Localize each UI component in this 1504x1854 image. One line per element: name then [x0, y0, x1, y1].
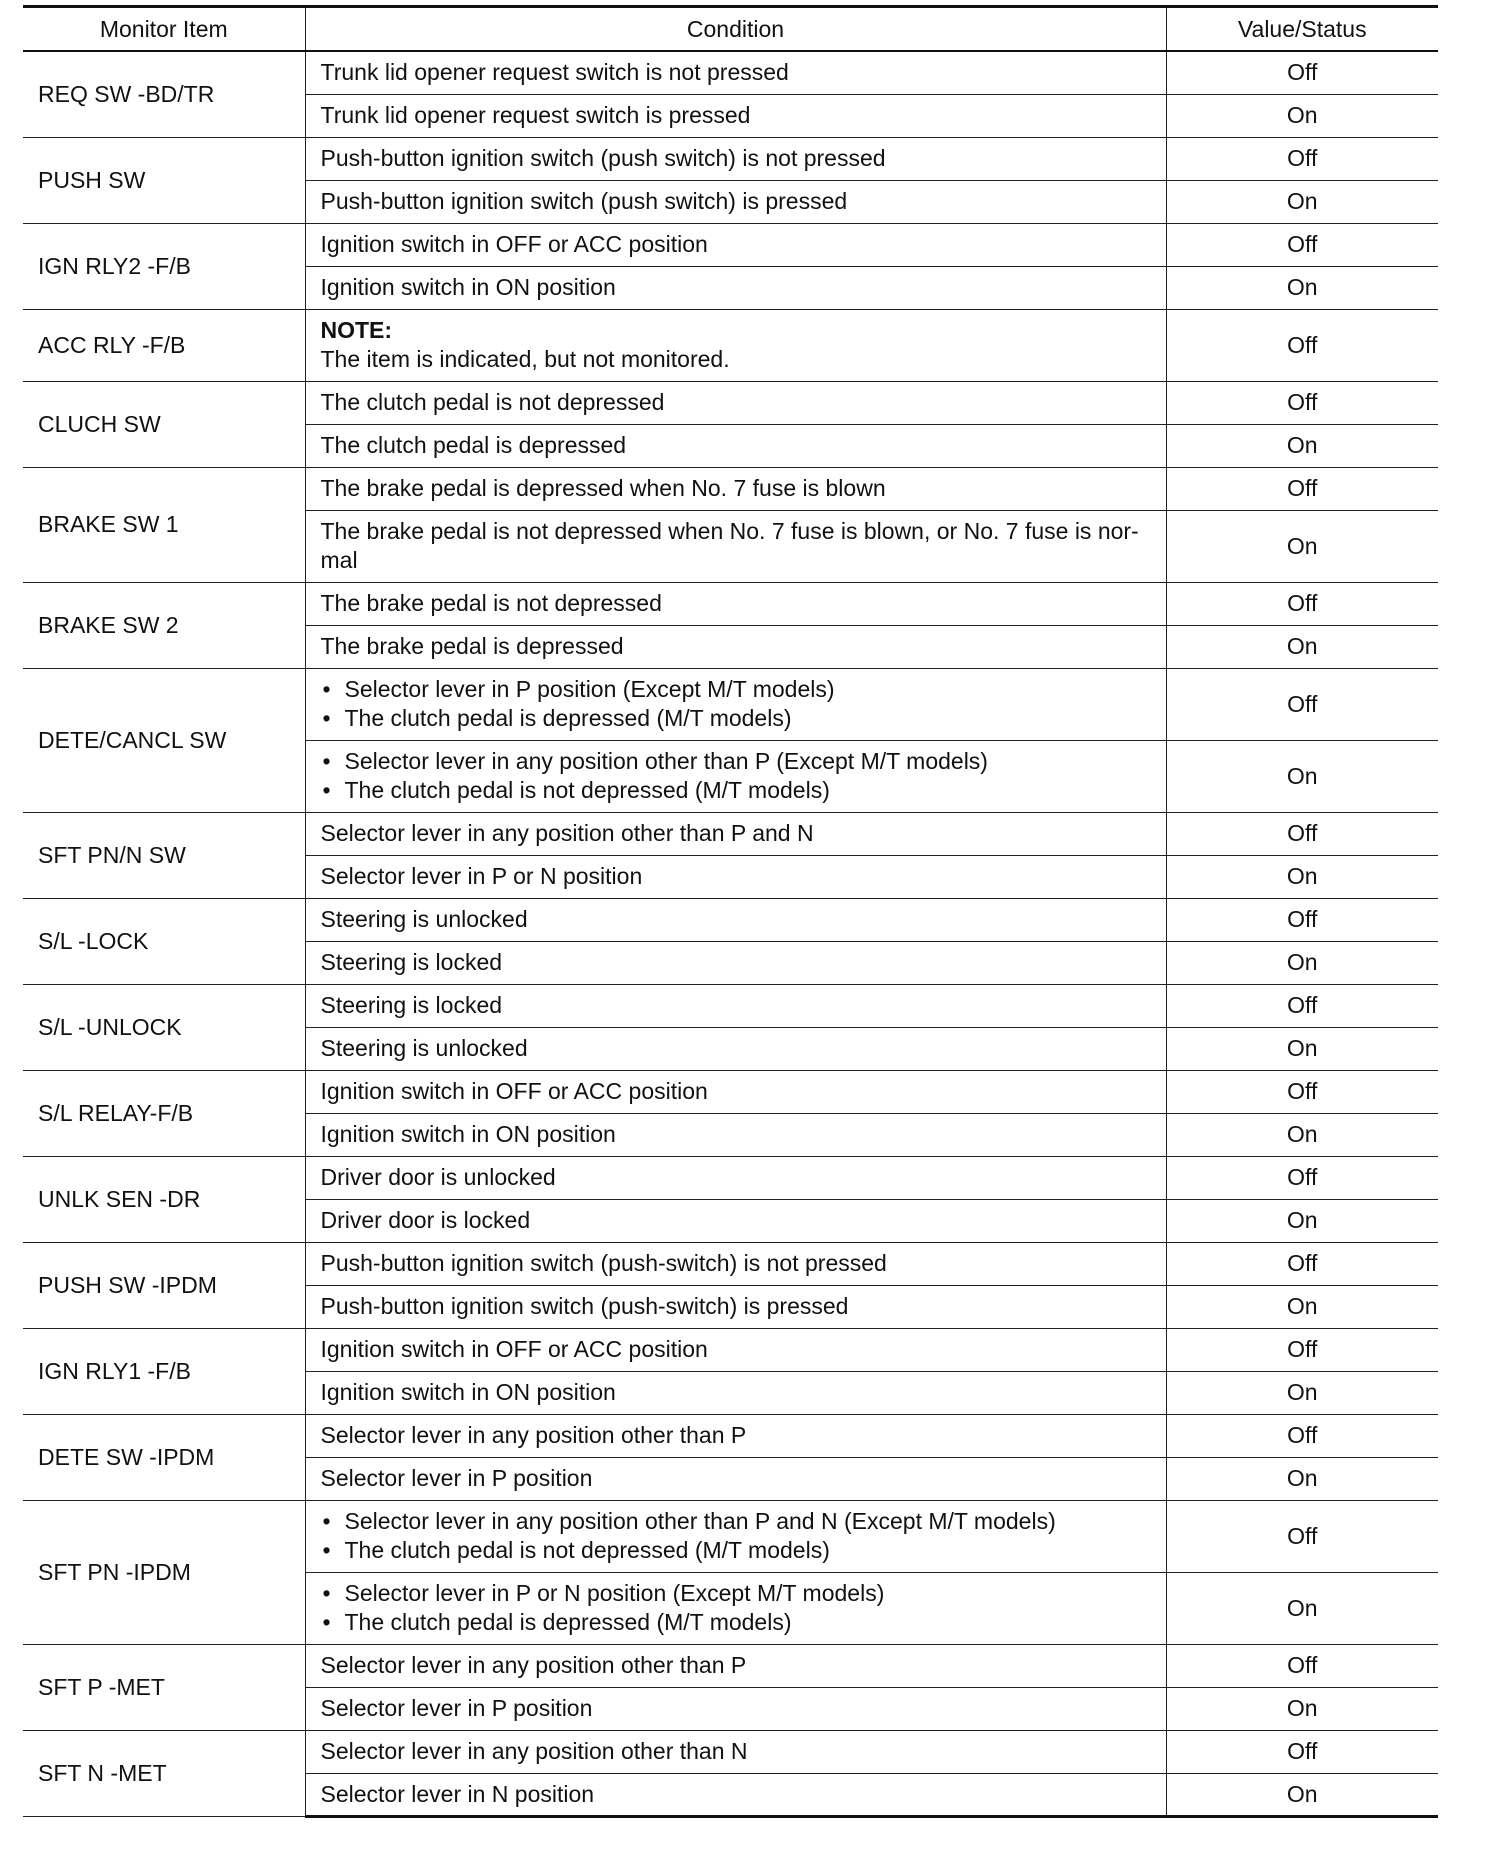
condition-cell: The clutch pedal is not depressed: [305, 381, 1166, 424]
table-row: [23, 812, 1438, 855]
condition-cell: [305, 309, 1166, 381]
value-status-cell: Off: [1166, 1328, 1438, 1371]
value-status-cell: Off: [1166, 1500, 1438, 1572]
monitor-item-cell: SFT PN/N SW: [23, 812, 305, 898]
condition-text-line: The brake pedal is not depressed when No. 7 fuse is blown, or No. 7 fuse is nor-: [320, 518, 1139, 544]
table-row: [23, 309, 1438, 381]
table-row: [23, 582, 1438, 625]
value-status-cell: On: [1166, 740, 1438, 812]
value-status-cell: On: [1166, 1371, 1438, 1414]
condition-cell: Steering is unlocked: [305, 898, 1166, 941]
value-status-cell: Off: [1166, 582, 1438, 625]
monitor-item-cell: BRAKE SW 1: [23, 467, 305, 582]
condition-cell: Selector lever in P position: [305, 1687, 1166, 1730]
header-row: [23, 7, 1438, 52]
table-row: [23, 1414, 1438, 1457]
value-status-cell: On: [1166, 510, 1438, 582]
condition-cell: Driver door is locked: [305, 1199, 1166, 1242]
condition-cell: [305, 1572, 1166, 1644]
monitor-item-cell: SFT N -MET: [23, 1730, 305, 1816]
value-status-cell: On: [1166, 1027, 1438, 1070]
condition-bullet-item: • The clutch pedal is not depressed (M/T models): [321, 776, 1156, 805]
value-status-cell: Off: [1166, 984, 1438, 1027]
note-text: The item is indicated, but not monitored.: [320, 346, 730, 372]
value-status-cell: Off: [1166, 223, 1438, 266]
condition-cell: Ignition switch in ON position: [305, 1113, 1166, 1156]
monitor-item-cell: IGN RLY2 -F/B: [23, 223, 305, 309]
table-row: [23, 137, 1438, 180]
monitor-item-cell: REQ SW -BD/TR: [23, 51, 305, 137]
monitor-item-cell: SFT PN -IPDM: [23, 1500, 305, 1644]
table-body: [23, 51, 1438, 1816]
condition-cell: Push-button ignition switch (push-switch) is pressed: [305, 1285, 1166, 1328]
condition-cell: [305, 1500, 1166, 1572]
condition-bullet-item: • Selector lever in any position other than P and N (Except M/T models): [321, 1507, 1156, 1536]
condition-cell: Driver door is unlocked: [305, 1156, 1166, 1199]
condition-cell: Ignition switch in ON position: [305, 1371, 1166, 1414]
condition-bullet-item: • Selector lever in any position other than P (Except M/T models): [321, 747, 1156, 776]
condition-bullet-item: • The clutch pedal is depressed (M/T models): [321, 704, 1156, 733]
header-monitor-item: Monitor Item: [23, 7, 305, 52]
value-status-cell: On: [1166, 1572, 1438, 1644]
value-status-cell: Off: [1166, 898, 1438, 941]
value-status-cell: Off: [1166, 1414, 1438, 1457]
table-header: [23, 7, 1438, 52]
monitor-item-cell: DETE SW -IPDM: [23, 1414, 305, 1500]
condition-bullet-list: [321, 1579, 1156, 1637]
monitor-item-cell: UNLK SEN -DR: [23, 1156, 305, 1242]
condition-cell: The brake pedal is depressed when No. 7 fuse is blown: [305, 467, 1166, 510]
condition-text-line: mal: [320, 547, 358, 573]
monitor-item-cell: BRAKE SW 2: [23, 582, 305, 668]
condition-bullet-item: • The clutch pedal is not depressed (M/T models): [321, 1536, 1156, 1565]
value-status-cell: On: [1166, 1199, 1438, 1242]
condition-cell: Steering is unlocked: [305, 1027, 1166, 1070]
monitor-item-cell: S/L -LOCK: [23, 898, 305, 984]
table-row: [23, 898, 1438, 941]
condition-cell: Selector lever in N position: [305, 1773, 1166, 1816]
monitor-item-cell: IGN RLY1 -F/B: [23, 1328, 305, 1414]
condition-cell: Selector lever in P position: [305, 1457, 1166, 1500]
condition-cell: [305, 668, 1166, 740]
condition-cell: The clutch pedal is depressed: [305, 424, 1166, 467]
condition-cell: Ignition switch in OFF or ACC position: [305, 1070, 1166, 1113]
monitor-item-table: [23, 5, 1438, 1818]
condition-cell: [305, 740, 1166, 812]
condition-bullet-item: • Selector lever in P position (Except M/T models): [321, 675, 1156, 704]
condition-cell: Selector lever in P or N position: [305, 855, 1166, 898]
condition-cell: The brake pedal is not depressed: [305, 582, 1166, 625]
condition-cell: Push-button ignition switch (push switch) is not pressed: [305, 137, 1166, 180]
table-row: [23, 1070, 1438, 1113]
condition-cell: Trunk lid opener request switch is pressed: [305, 94, 1166, 137]
value-status-cell: Off: [1166, 1644, 1438, 1687]
table-row: [23, 1730, 1438, 1773]
header-value-status: Value/Status: [1166, 7, 1438, 52]
table-row: [23, 1500, 1438, 1572]
condition-cell: Trunk lid opener request switch is not pressed: [305, 51, 1166, 94]
table-row: [23, 381, 1438, 424]
header-condition: Condition: [305, 7, 1166, 52]
monitor-item-cell: PUSH SW: [23, 137, 305, 223]
condition-cell: Selector lever in any position other than N: [305, 1730, 1166, 1773]
value-status-cell: Off: [1166, 1242, 1438, 1285]
monitor-item-cell: S/L -UNLOCK: [23, 984, 305, 1070]
monitor-table-sheet: [23, 5, 1438, 1818]
monitor-item-cell: PUSH SW -IPDM: [23, 1242, 305, 1328]
table-row: [23, 984, 1438, 1027]
condition-bullet-list: [321, 1507, 1156, 1565]
value-status-cell: On: [1166, 266, 1438, 309]
condition-bullet-item: • The clutch pedal is depressed (M/T models): [321, 1608, 1156, 1637]
value-status-cell: Off: [1166, 309, 1438, 381]
condition-cell: Ignition switch in ON position: [305, 266, 1166, 309]
value-status-cell: On: [1166, 1773, 1438, 1816]
value-status-cell: On: [1166, 1285, 1438, 1328]
table-row: [23, 1644, 1438, 1687]
monitor-item-cell: ACC RLY -F/B: [23, 309, 305, 381]
condition-cell: Selector lever in any position other than P: [305, 1414, 1166, 1457]
value-status-cell: On: [1166, 855, 1438, 898]
condition-cell: [305, 510, 1166, 582]
condition-cell: Ignition switch in OFF or ACC position: [305, 1328, 1166, 1371]
value-status-cell: Off: [1166, 1730, 1438, 1773]
value-status-cell: Off: [1166, 668, 1438, 740]
value-status-cell: On: [1166, 94, 1438, 137]
value-status-cell: Off: [1166, 1070, 1438, 1113]
condition-cell: Steering is locked: [305, 984, 1166, 1027]
table-row: [23, 1156, 1438, 1199]
value-status-cell: Off: [1166, 381, 1438, 424]
monitor-item-cell: CLUCH SW: [23, 381, 305, 467]
value-status-cell: On: [1166, 1113, 1438, 1156]
condition-bullet-item: • Selector lever in P or N position (Except M/T models): [321, 1579, 1156, 1608]
value-status-cell: On: [1166, 625, 1438, 668]
value-status-cell: Off: [1166, 137, 1438, 180]
table-row: [23, 1328, 1438, 1371]
value-status-cell: On: [1166, 1687, 1438, 1730]
table-row: [23, 668, 1438, 740]
condition-cell: The brake pedal is depressed: [305, 625, 1166, 668]
value-status-cell: Off: [1166, 51, 1438, 94]
note-label: NOTE:: [320, 317, 393, 343]
value-status-cell: On: [1166, 941, 1438, 984]
condition-cell: Selector lever in any position other than P: [305, 1644, 1166, 1687]
condition-cell: Ignition switch in OFF or ACC position: [305, 223, 1166, 266]
value-status-cell: On: [1166, 1457, 1438, 1500]
table-row: [23, 51, 1438, 94]
condition-cell: Push-button ignition switch (push switch) is pressed: [305, 180, 1166, 223]
monitor-item-cell: SFT P -MET: [23, 1644, 305, 1730]
condition-cell: Push-button ignition switch (push-switch) is not pressed: [305, 1242, 1166, 1285]
value-status-cell: Off: [1166, 812, 1438, 855]
value-status-cell: On: [1166, 424, 1438, 467]
value-status-cell: Off: [1166, 467, 1438, 510]
table-row: [23, 1242, 1438, 1285]
table-row: [23, 467, 1438, 510]
table-row: [23, 223, 1438, 266]
value-status-cell: On: [1166, 180, 1438, 223]
monitor-item-cell: DETE/CANCL SW: [23, 668, 305, 812]
condition-cell: Selector lever in any position other than P and N: [305, 812, 1166, 855]
condition-bullet-list: [321, 747, 1156, 805]
condition-cell: Steering is locked: [305, 941, 1166, 984]
value-status-cell: Off: [1166, 1156, 1438, 1199]
condition-bullet-list: [321, 675, 1156, 733]
monitor-item-cell: S/L RELAY-F/B: [23, 1070, 305, 1156]
